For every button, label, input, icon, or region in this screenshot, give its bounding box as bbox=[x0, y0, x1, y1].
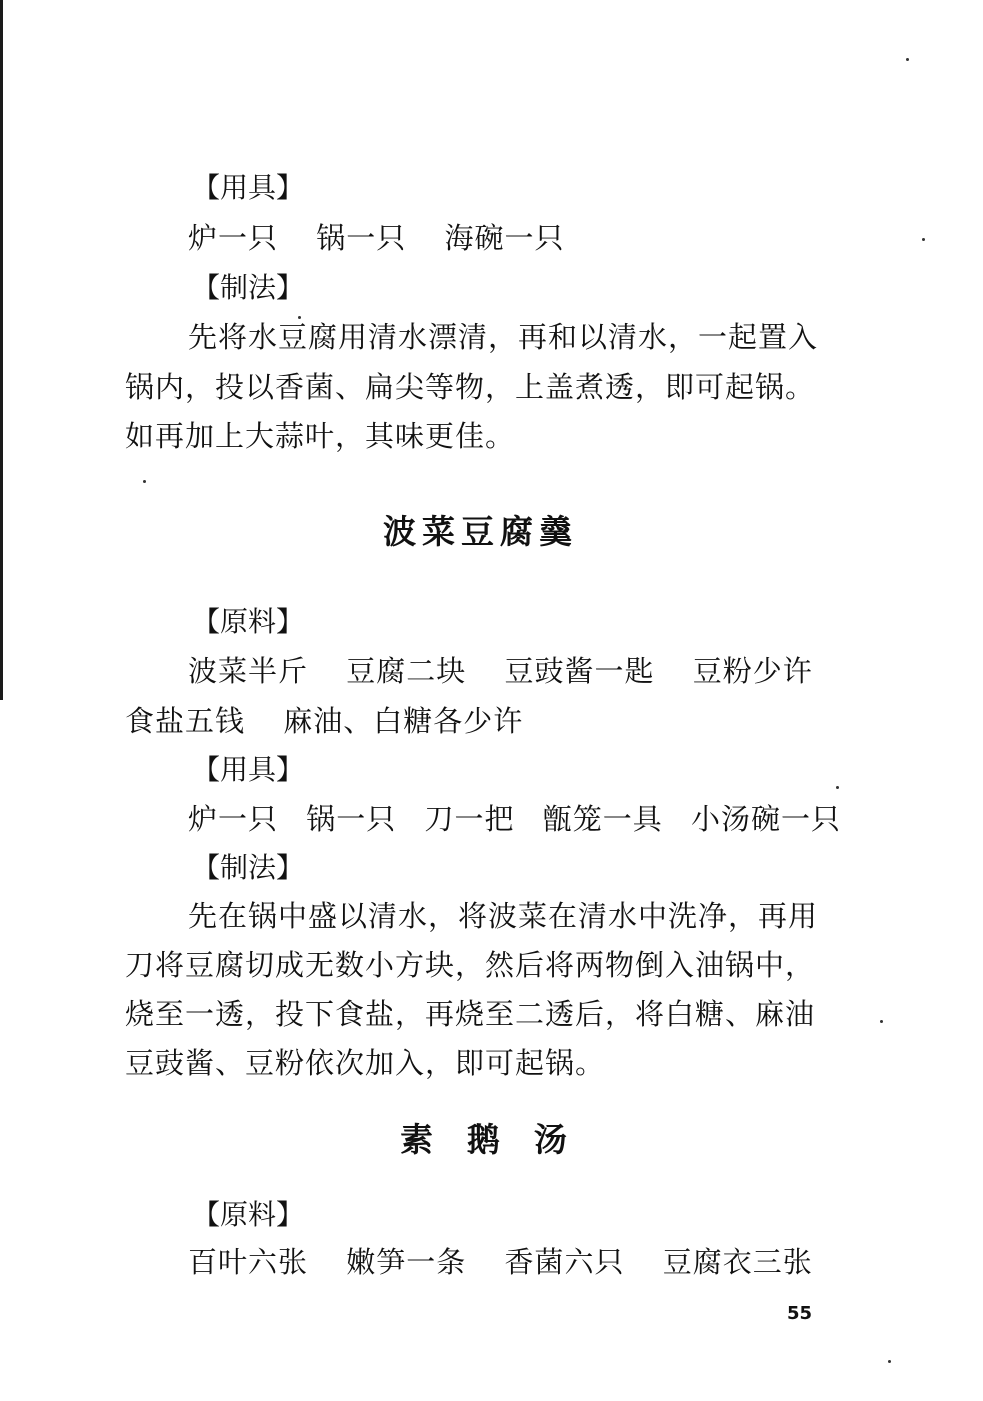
method-text-line: 先将水豆腐用清水漂清，再和以清水，一起置入 bbox=[188, 320, 819, 354]
ingredient-item: 嫩笋一条 bbox=[346, 1245, 467, 1279]
recipe-title bbox=[400, 1120, 567, 1160]
scan-speck bbox=[922, 238, 925, 241]
scan-speck bbox=[880, 1020, 883, 1023]
page-number: 55 bbox=[787, 1303, 813, 1324]
ingredients-line bbox=[125, 703, 523, 739]
tool-item: 甑笼一具 bbox=[542, 802, 663, 836]
tool-item: 炉一只 bbox=[188, 221, 279, 255]
tool-item: 炉一只 bbox=[188, 802, 279, 836]
scan-speck bbox=[888, 1360, 891, 1363]
scan-speck bbox=[143, 480, 146, 483]
tool-item: 小汤碗一只 bbox=[690, 802, 841, 836]
method-text-line: 刀将豆腐切成无数小方块，然后将两物倒入油锅中， bbox=[125, 948, 816, 982]
recipe-title-char: 鹅 bbox=[467, 1120, 500, 1159]
ingredients-label: 【原料】 bbox=[192, 605, 305, 638]
ingredient-item: 豆豉酱一匙 bbox=[504, 654, 655, 688]
recipe-title-char: 汤 bbox=[534, 1120, 567, 1159]
method-text-line: 烧至一透，投下食盐，再烧至二透后，将白糖、麻油 bbox=[125, 997, 816, 1031]
ingredient-item: 豆腐二块 bbox=[346, 654, 467, 688]
ingredients-line bbox=[188, 1244, 813, 1280]
tool-item: 海碗一只 bbox=[444, 221, 565, 255]
ingredients-label: 【原料】 bbox=[192, 1198, 305, 1231]
ingredient-item: 麻油、白糖各少许 bbox=[283, 704, 524, 738]
recipe-title: 波菜豆腐羹 bbox=[383, 512, 578, 551]
method-label: 【制法】 bbox=[192, 851, 305, 884]
scan-speck bbox=[298, 316, 301, 319]
method-text-line: 豆豉酱、豆粉依次加入，即可起锅。 bbox=[125, 1046, 606, 1080]
method-text-line: 如再加上大蒜叶，其味更佳。 bbox=[125, 419, 516, 453]
tools-label: 【用具】 bbox=[192, 171, 305, 204]
scan-speck bbox=[836, 786, 839, 789]
method-text-line: 锅内，投以香菌、扁尖等物，上盖煮透，即可起锅。 bbox=[125, 370, 816, 404]
tool-item: 锅一只 bbox=[316, 221, 407, 255]
tools-list bbox=[188, 801, 841, 837]
ingredient-item: 香菌六只 bbox=[504, 1245, 625, 1279]
ingredient-item: 食盐五钱 bbox=[125, 704, 246, 738]
ingredient-item: 豆腐衣三张 bbox=[662, 1245, 813, 1279]
tools-list bbox=[188, 220, 564, 256]
tool-item: 锅一只 bbox=[306, 802, 397, 836]
tool-item: 刀一把 bbox=[424, 802, 515, 836]
method-text-line: 先在锅中盛以清水，将波菜在清水中洗净，再用 bbox=[188, 899, 819, 933]
method-label: 【制法】 bbox=[192, 271, 305, 304]
recipe-title-char: 素 bbox=[400, 1120, 433, 1159]
ingredient-item: 豆粉少许 bbox=[692, 654, 813, 688]
ingredient-item: 百叶六张 bbox=[188, 1245, 309, 1279]
ingredient-item: 波菜半斤 bbox=[188, 654, 309, 688]
tools-label: 【用具】 bbox=[192, 753, 305, 786]
ingredients-line bbox=[188, 653, 813, 689]
page-edge bbox=[0, 0, 3, 700]
scan-speck bbox=[906, 58, 909, 61]
